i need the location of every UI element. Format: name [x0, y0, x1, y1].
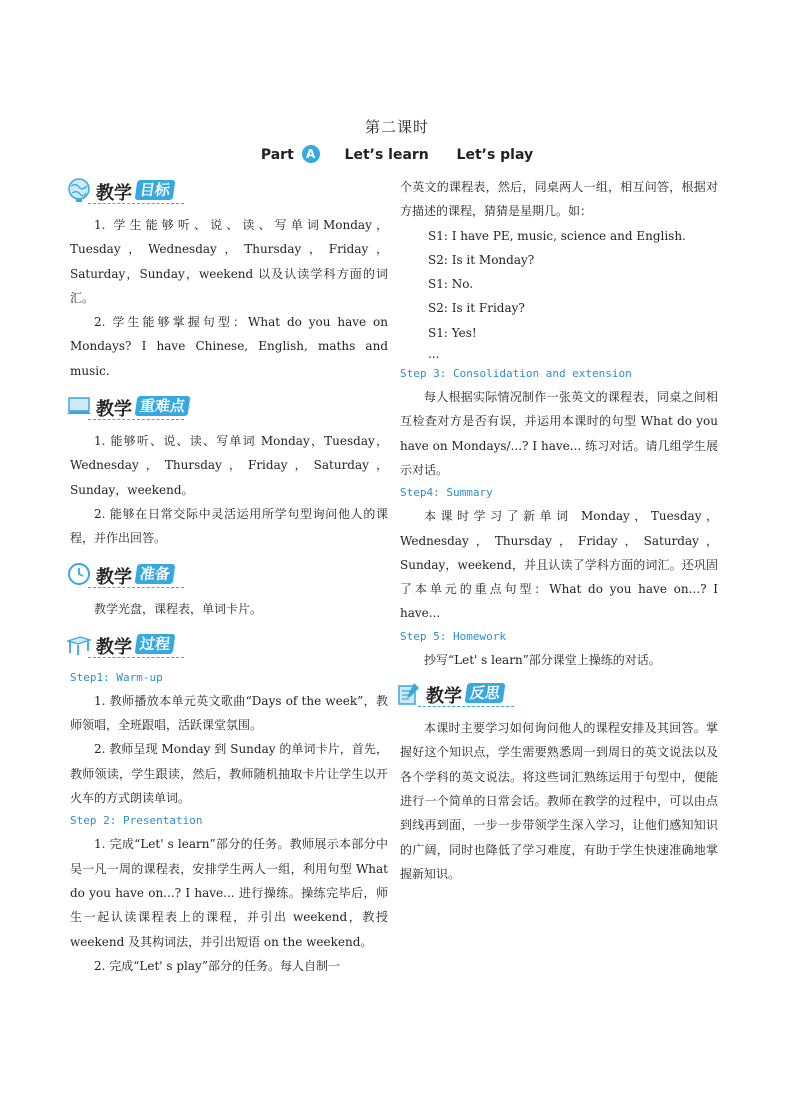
prep-paragraph: 教学光盘，课程表，单词卡片。: [94, 601, 263, 616]
part-label: Part: [260, 147, 294, 163]
section-prep-h1: 教学: [96, 566, 132, 588]
goals-paragraph-2: 2. 学生能够掌握句型：What do you have on Mondays? I have Chinese, English, maths and music.: [70, 315, 388, 378]
section-key-h1: 教学: [96, 399, 132, 421]
notebook-pen-icon: [396, 680, 422, 706]
dialog-line: S1: Yes!: [428, 325, 477, 340]
section-process-heading: [66, 631, 388, 661]
lets-play-label: Let’s play: [456, 147, 534, 163]
part-badge: A: [302, 145, 320, 163]
section-process-h1: 教学: [96, 636, 132, 658]
section-goals-h2: 目标: [135, 180, 176, 200]
section-reflect-h1: 教学: [426, 686, 462, 708]
globe-icon: [66, 177, 92, 203]
step2-paragraph-1: 1. 完成“Let' s learn”部分的任务。教师展示本部分中吴一凡一周的课程表，安排学生两人一组，利用句型 What do you have on...? I have... 进行操练。操练完毕后，师生一起认读课程表上的课程，并引出 weekend，教授 weekend 及其构词法，并引出短语 on the weekend。: [70, 837, 388, 949]
section-reflect-h2: 反思: [465, 683, 506, 703]
step1-paragraph-1: 1. 教师播放本单元英文歌曲“Days of the week”，教师领唱，全班跟唱，活跃课堂氛围。: [70, 693, 388, 733]
page-title: 第二课时: [364, 118, 429, 136]
laptop-icon: [66, 393, 92, 419]
desk-icon: [66, 631, 92, 657]
step5-heading: Step 5: Homework: [400, 629, 506, 643]
section-key-heading: [66, 393, 388, 423]
step1-paragraph-2: 2. 教师呈现 Monday 到 Sunday 的单词卡片，首先，教师领读，学生跟读，然后，教师随机抽取卡片让学生以开火车的方式朗读单词。: [70, 742, 388, 806]
section-key-h2: 重难点: [135, 396, 191, 416]
reflect-paragraph: 本课时主要学习如何询问他人的课程安排及其回答。掌握好这个知识点，学生需要熟悉周一到周日的英文说法以及各个学科的英文说法。将这些词汇熟练运用于句型中，便能进行一个简单的日常会话。教师在教学的过程中，可以由点到线再到面，一步一步带领学生深入学习，让他们感知知识的广阔，同时也降低了学习难度，有助于学生快速准确地掌握新知识。: [400, 721, 718, 881]
section-goals-h1: 教学: [96, 183, 132, 204]
left-column: [70, 175, 388, 978]
step4-heading: Step4: Summary: [400, 486, 493, 500]
dialog-line: S2: Is it Monday?: [428, 252, 535, 267]
step1-heading: Step1: Warm-up: [70, 670, 163, 684]
dialog-line: S1: I have PE, music, science and English.: [428, 228, 686, 243]
section-goals-heading: [66, 177, 388, 207]
dialog-line: S2: Is it Friday?: [428, 301, 525, 316]
dialog-ellipsis: ...: [428, 347, 440, 362]
right-column: [400, 175, 718, 886]
step5-paragraph: 抄写“Let' s learn”部分课堂上操练的对话。: [424, 652, 661, 667]
step2-paragraph-2: 2. 完成“Let' s play”部分的任务。每人自制一: [94, 958, 340, 973]
goals-paragraph-1: 1. 学生能够听、说、读、写单词Monday，Tuesday，Wednesday，Thursday，Friday，Saturday，Sunday，weekend 以及认读学科方面的词汇。: [70, 218, 388, 305]
clock-icon: [66, 561, 92, 587]
section-reflect-heading: [396, 680, 718, 710]
step3-heading: Step 3: Consolidation and extension: [400, 367, 632, 381]
dialog-line: S1: No.: [428, 277, 474, 292]
step2-continued: 个英文的课程表，然后，同桌两人一组，相互问答，根据对方描述的课程，猜猜是星期几。如：: [400, 180, 718, 219]
lesson-subtitle: [0, 145, 794, 163]
key-paragraph-2: 2. 能够在日常交际中灵活运用所学句型询问他人的课程，并作出回答。: [70, 506, 388, 546]
section-prep-h2: 准备: [135, 564, 176, 584]
step2-heading: Step 2: Presentation: [70, 814, 203, 828]
section-prep-heading: [66, 561, 388, 591]
section-process-h2: 过程: [135, 634, 176, 654]
lets-learn-label: Let’s learn: [344, 147, 429, 163]
step3-paragraph: 每人根据实际情况制作一张英文的课程表，同桌之间相互检查对方是否有误，并运用本课时的句型 What do you have on Mondays/...? I have... 练习对话。请几组学生展示对话。: [400, 390, 718, 477]
step4-paragraph: 本课时学习了新单词 Monday，Tuesday，Wednesday，Thursday，Friday，Saturday，Sunday，weekend，并且认读了学科方面的词汇。还巩固了本单元的重点句型：What do you have on...? I have...: [400, 509, 718, 621]
key-paragraph-1: 1. 能够听、说、读、写单词 Monday，Tuesday，Wednesday，Thursday，Friday，Saturday，Sunday，weekend。: [70, 434, 388, 497]
